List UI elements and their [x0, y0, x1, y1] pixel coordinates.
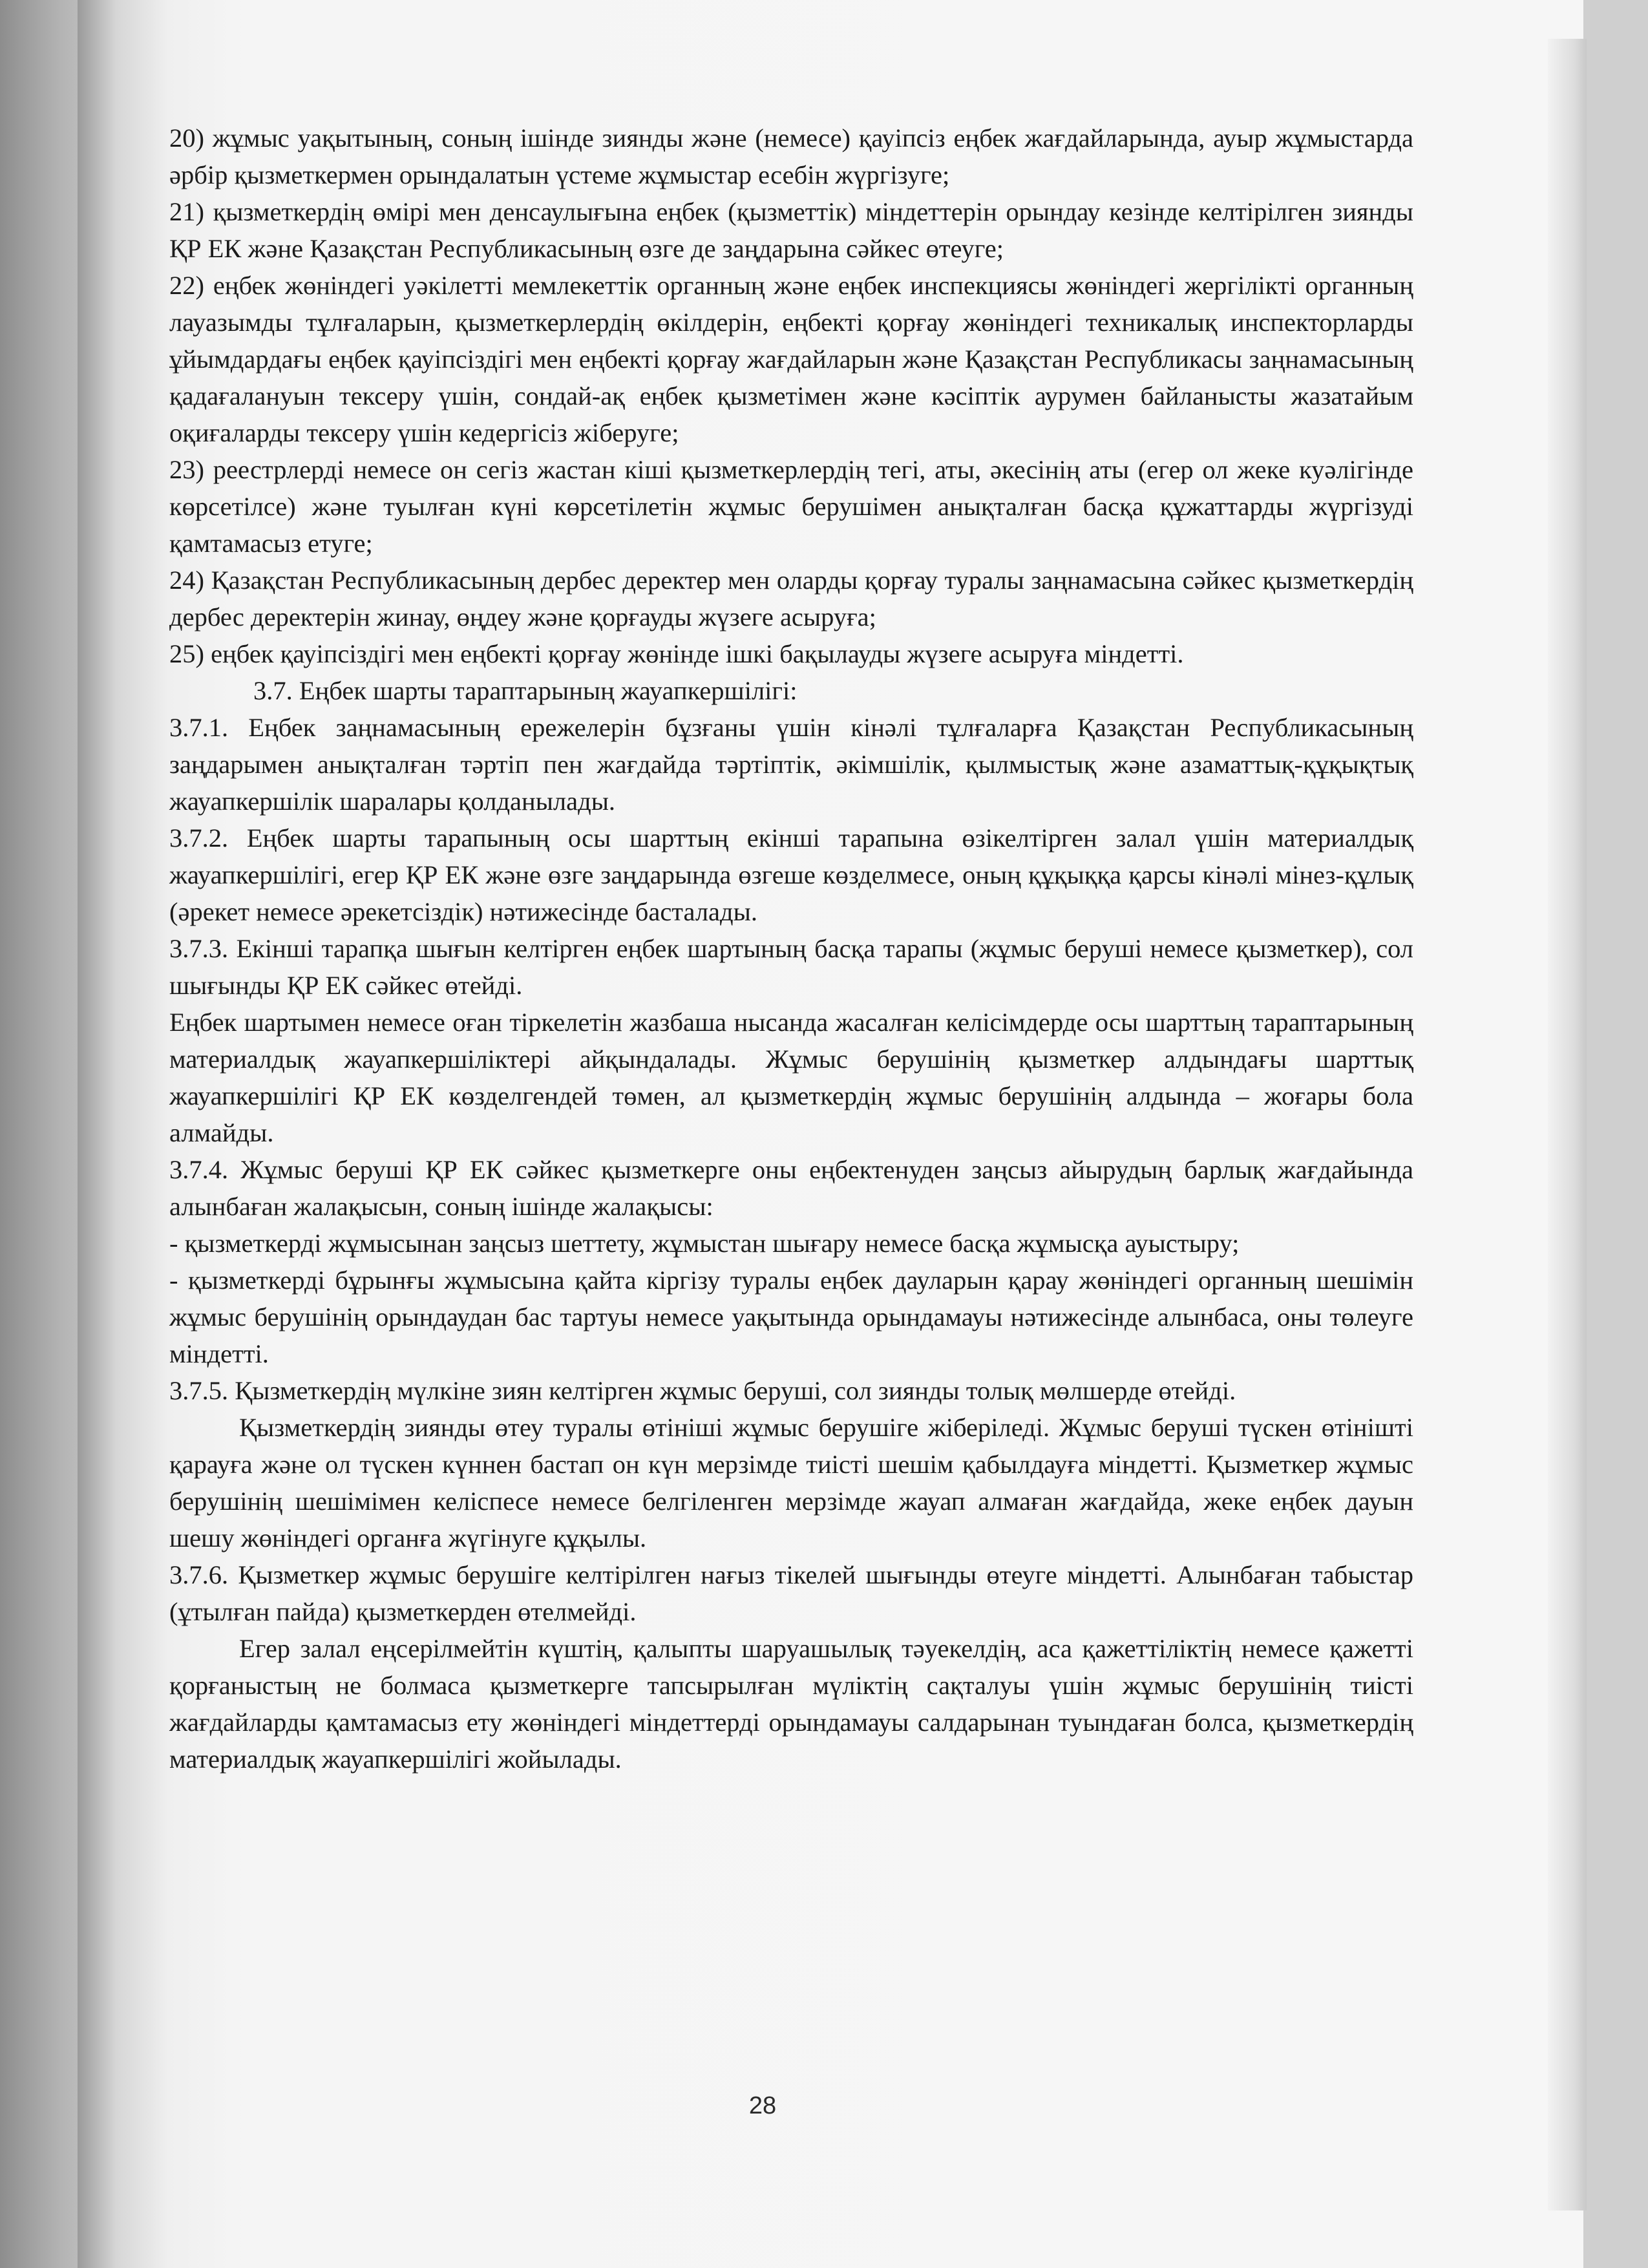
- paragraph-liability-exclusion: Егер залал еңсерілмейтін күштің, қалыпты шаруашылық тәуекелдің, аса қажеттіліктің немесе қажетті қорғаныстың не болмаса қызметкерге тапсырылған мүліктің сақталуы үшін жұмыс берушінің тиісті жағдайларды қамтамасыз ету жөніндегі міндеттерді орындамауы салдарынан туындаған болса, қызметкердің материалдық жауапкершілігі жойылады.: [169, 1634, 1413, 1774]
- page-body: [169, 120, 1413, 1777]
- list-item-24: 24) Қазақстан Республикасының дербес деректер мен оларды қорғау туралы заңнамасына сәйкес қызметкердің дербес деректерін жинау, өңдеу және қорғауды жүзеге асыруға;: [169, 566, 1413, 631]
- dash-item-reinstatement: - қызметкерді бұрынғы жұмысына қайта кіргізу туралы еңбек дауларын қарау жөніндегі органның шешімін жұмыс берушінің орындаудан бас тартуы немесе уақытында орындамауы нәтижесінде алынбаса, оны төлеуге міндетті.: [169, 1266, 1413, 1368]
- page-edge: [1548, 39, 1587, 2210]
- list-item-22: 22) еңбек жөніндегі уәкілетті мемлекеттік органның және еңбек инспекциясы жөніндегі жергілікті органның лауазымды тұлғаларын, қызметкерлердің өкілдерін, еңбекті қорғау жөніндегі техникалық инспекторларды ұйымдардағы еңбек қауіпсіздігі мен еңбекті қорғау жағдайларын және Қазақстан Республикасы заңнамасының қадағалануын тексеру үшін, сондай-ақ еңбек қызметімен және кәсіптік аурумен байланысты жазатайым оқиғаларды тексеру үшін кедергісіз жіберуге;: [169, 271, 1413, 447]
- clause-3-7-4: 3.7.4. Жұмыс беруші ҚР ЕК сәйкес қызметкерге оны еңбектенуден заңсыз айырудың барлық жағдайында алынбаған жалақысын, соның ішінде жалақысы:: [169, 1155, 1413, 1221]
- list-item-20: 20) жұмыс уақытының, соның ішінде зиянды және (немесе) қауіпсіз еңбек жағдайларында, ауыр жұмыстарда әрбір қызметкермен орындалатын үстеме жұмыстар есебін жүргізуге;: [169, 123, 1413, 189]
- dash-item-dismissal: - қызметкерді жұмысынан заңсыз шеттету, жұмыстан шығару немесе басқа жұмысқа ауыстыру;: [169, 1229, 1240, 1258]
- clause-3-7-3: 3.7.3. Екінші тарапқа шығын келтірген еңбек шартының басқа тарапы (жұмыс беруші немесе қызметкер), сол шығынды ҚР ЕК сәйкес өтейді.: [169, 934, 1413, 1000]
- paragraph-contract-liability: Еңбек шартымен немесе оған тіркелетін жазбаша нысанда жасалған келісімдерде осы шарттың тараптарының материалдық жауапкершіліктері айқындалады. Жұмыс берушінің қызметкер алдындағы шарттық жауапкершілігі ҚР ЕК көзделгендей төмен, ал қызметкердің жұмыс берушінің алдында – жоғары бола алмайды.: [169, 1008, 1413, 1147]
- list-item-23: 23) реестрлерді немесе он сегіз жастан кіші қызметкерлердің тегі, аты, әкесінің аты (егер ол жеке куәлігінде көрсетілсе) және туылған күні көрсетілетін жұмыс берушімен анықталған басқа құжаттарды жүргізуді қамтамасыз етуге;: [169, 455, 1413, 558]
- list-item-21: 21) қызметкердің өмірі мен денсаулығына еңбек (қызметтік) міндеттерін орындау кезінде келтірілген зиянды ҚР ЕК және Қазақстан Республикасының өзге де заңдарына сәйкес өтеуге;: [169, 197, 1413, 263]
- clause-3-7-6: 3.7.6. Қызметкер жұмыс берушіге келтірілген нағыз тікелей шығынды өтеуге міндетті. Алынбаған табыстар (ұтылған пайда) қызметкерден өтелмейді.: [169, 1560, 1413, 1626]
- clause-3-7-1: 3.7.1. Еңбек заңнамасының ережелерін бұзғаны үшін кінәлі тұлғаларға Қазақстан Республикасының заңдарымен анықталған тәртіп пен жағдайда тәртіптік, әкімшілік, қылмыстық және азаматтық-құқықтық жауапкершілік шаралары қолданылады.: [169, 713, 1413, 816]
- paragraph-compensation-request: Қызметкердің зиянды өтеу туралы өтініші жұмыс берушіге жіберіледі. Жұмыс беруші түскен өтінішті қарауға және ол түскен күннен бастап он күн мерзімде тиісті шешім қабылдауға міндетті. Қызметкер жұмыс берушінің шешімімен келіспесе немесе белгіленген мерзімде жауап алмаған жағдайда, жеке еңбек дауын шешу жөніндегі органға жүгінуге құқылы.: [169, 1413, 1413, 1553]
- section-heading: 3.7. Еңбек шарты тараптарының жауапкершілігі:: [253, 676, 798, 705]
- page-number: 28: [748, 2092, 777, 2119]
- clause-3-7-5: 3.7.5. Қызметкердің мүлкіне зиян келтірген жұмыс беруші, сол зиянды толық мөлшерде өтейді.: [169, 1376, 1236, 1405]
- list-item-25: 25) еңбек қауіпсіздігі мен еңбекті қорғау жөнінде ішкі бақылауды жүзеге асыруға міндетті.: [169, 639, 1184, 668]
- clause-3-7-2: 3.7.2. Еңбек шарты тарапының осы шарттың екінші тарапына өзікелтірген залал үшін материалдық жауапкершілігі, егер ҚР ЕК және өзге заңдарында өзгеше көзделмесе, оның құқыққа қарсы кінәлі мінез-құлық (әрекет немесе әрекетсіздік) нәтижесінде басталады.: [169, 823, 1413, 926]
